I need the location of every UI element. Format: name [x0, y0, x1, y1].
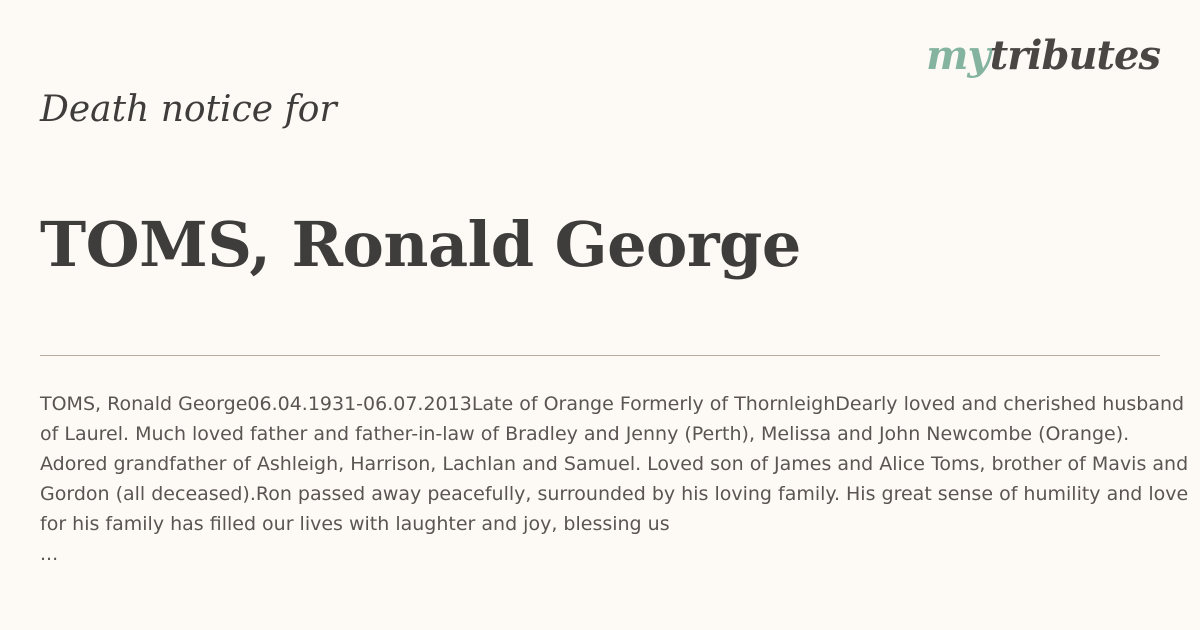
deceased-name: TOMS, Ronald George — [40, 208, 801, 281]
logo-my: my — [926, 32, 990, 79]
divider — [40, 355, 1160, 356]
notice-text: TOMS, Ronald George06.04.1931-06.07.2013Late of Orange Formerly of ThornleighDearly loved and cherished husband of Laurel. Much loved father and father-in-law of Bradley and Jenny (Perth), Melissa and John Newcombe (Orange). Adored grandfather of Ashleigh, Harrison, Lachlan and Samuel. Loved son of James and Alice Toms, brother of Mavis and Gordon (all deceased).Ron passed away peacefully, surrounded by his loving family. His great sense of humility and love for his family has filled our lives with laughter and joy, blessing us — [40, 393, 1189, 535]
notice-heading: Death notice for — [40, 89, 337, 130]
logo-tributes: tributes — [989, 32, 1160, 79]
mytributes-logo — [926, 32, 1160, 79]
notice-ellipsis: ... — [40, 543, 59, 565]
